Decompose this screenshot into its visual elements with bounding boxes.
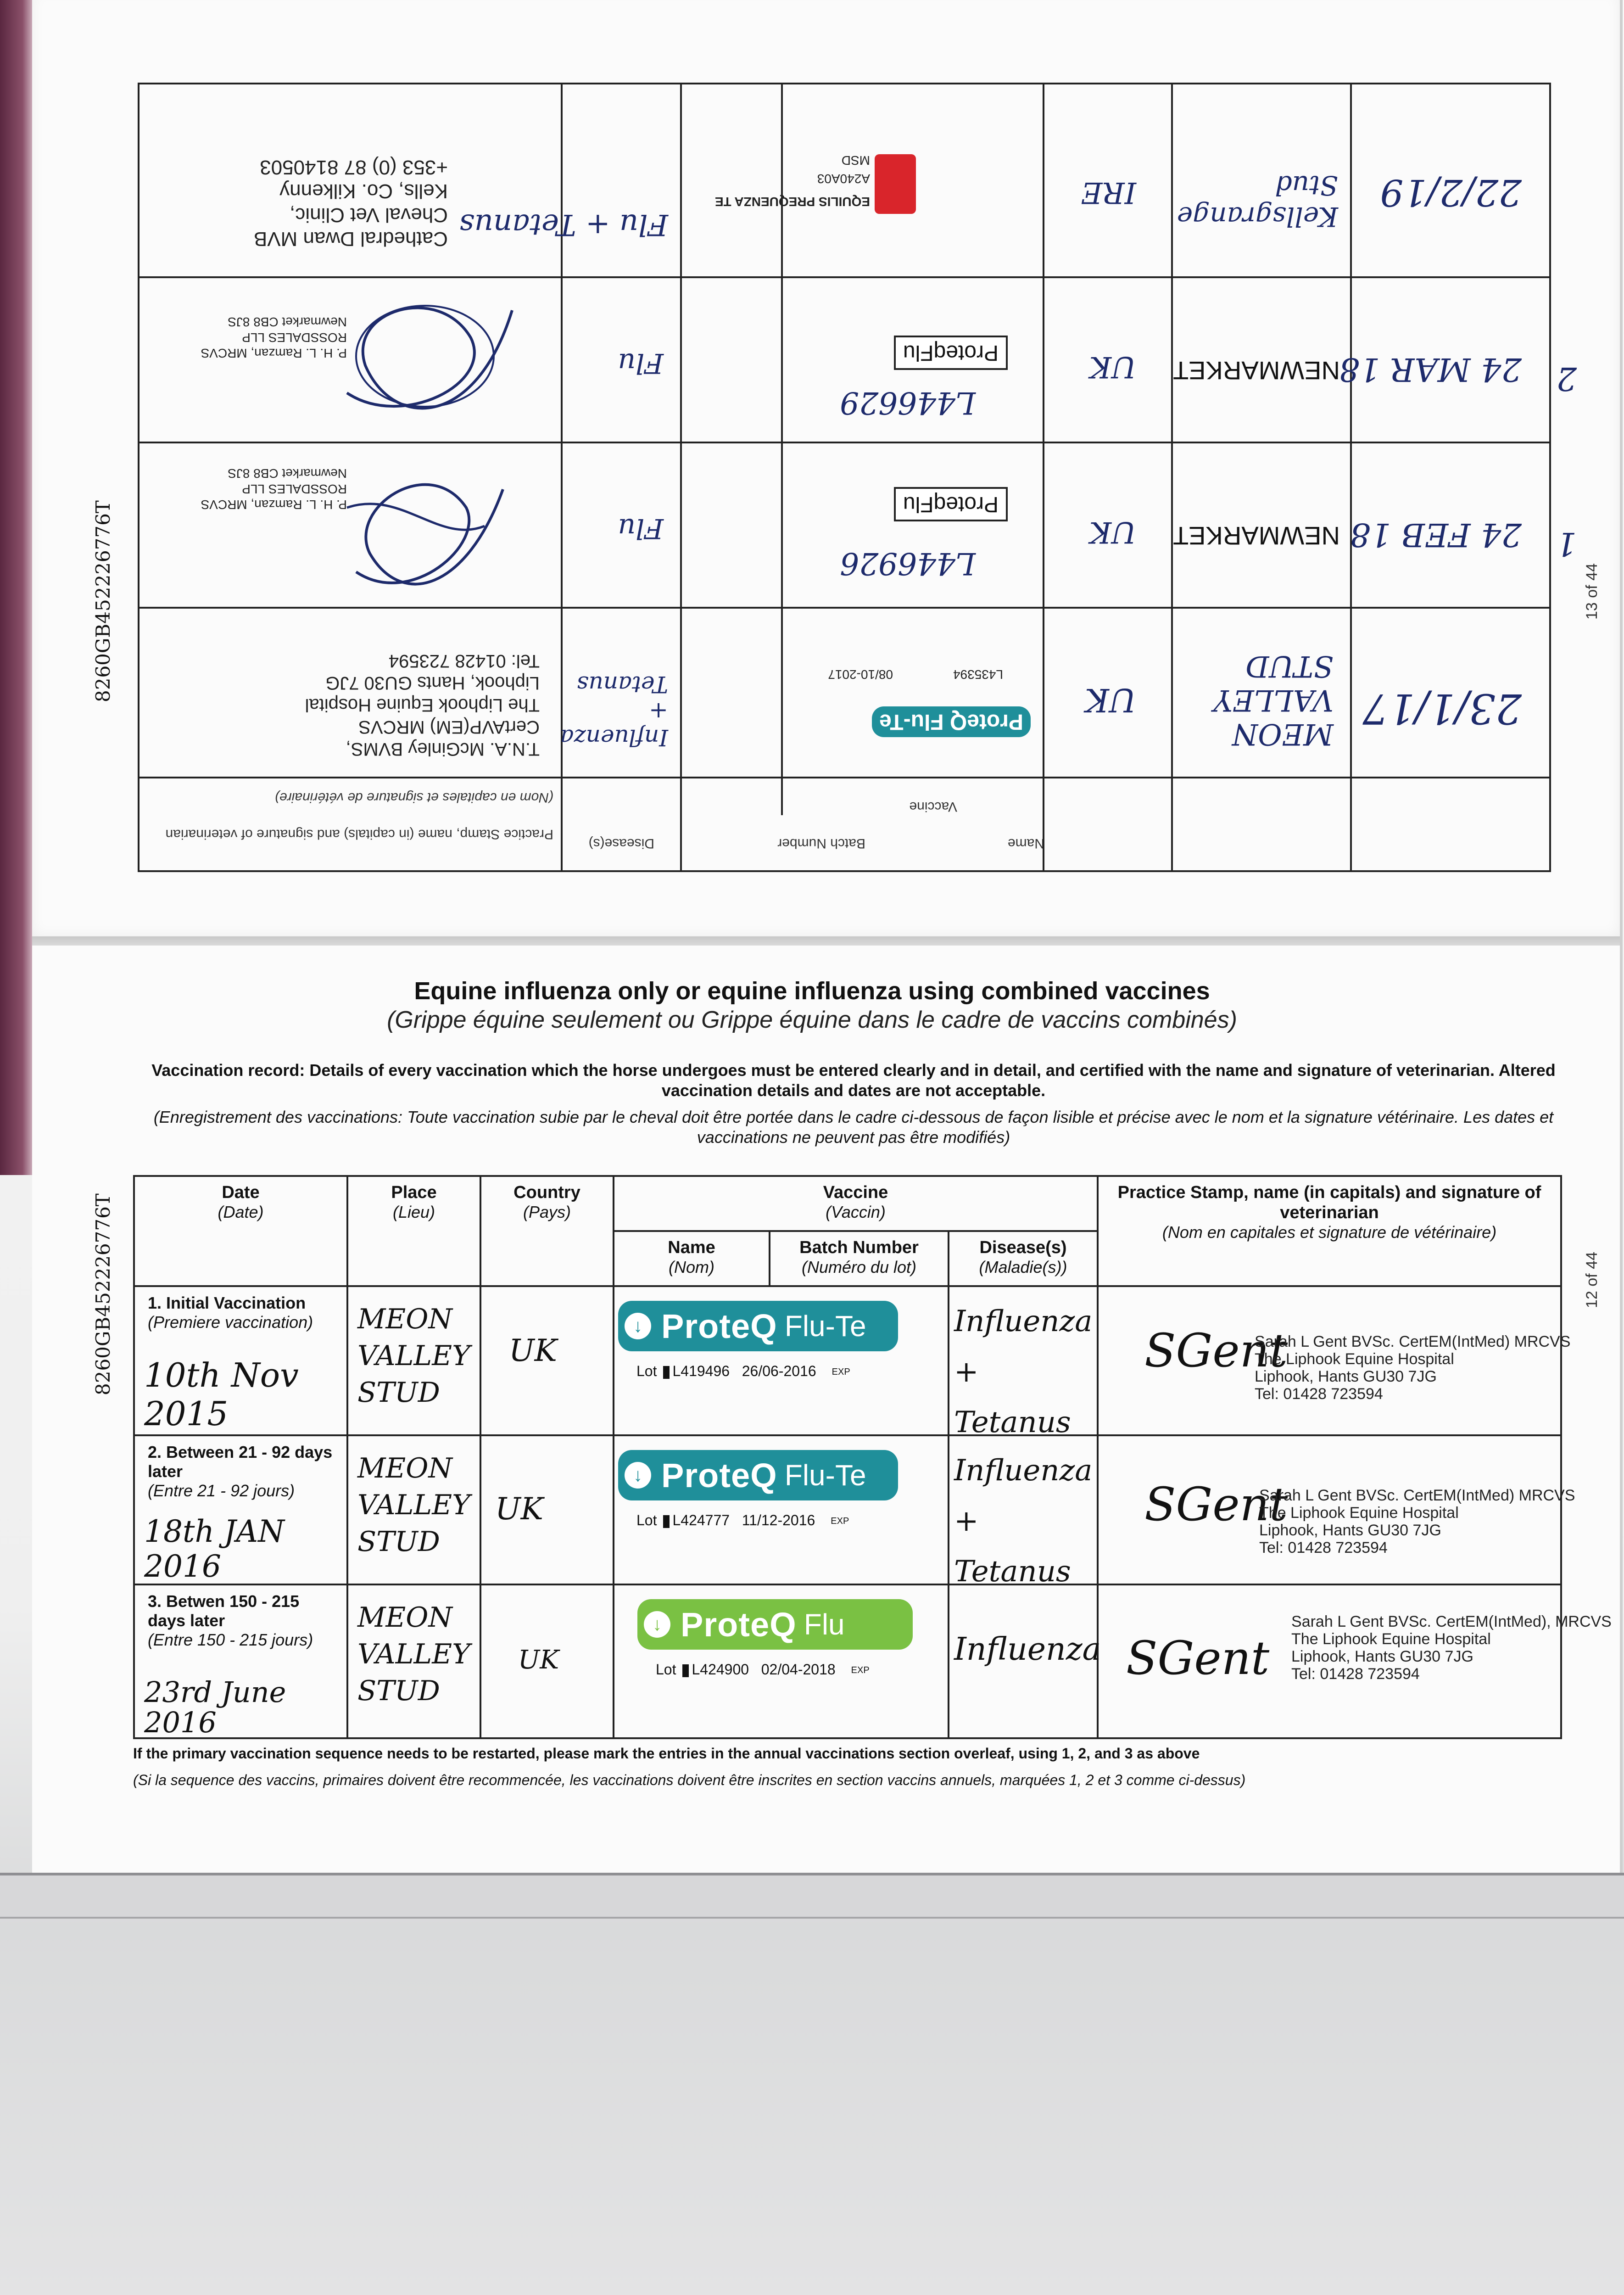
arrow-down-icon: ↓ (644, 1611, 670, 1638)
row1-brand: ProteQ (661, 1307, 777, 1345)
upper-row4-place: Kellsgrange Stud (1177, 170, 1338, 232)
row2-expiry: 11/12-2016 (742, 1512, 815, 1528)
row2-lot: L424777 (672, 1512, 730, 1528)
row2-country-cell (480, 1435, 614, 1584)
upper-row-4 (140, 81, 1549, 278)
upper-row4-date: 22/2/19 (1380, 171, 1522, 214)
upper-row2-batch: L446926 (840, 546, 976, 581)
header-date: Date (Date) (134, 1176, 347, 1286)
upper-table-header (140, 777, 1549, 870)
row3-label-cell (614, 1584, 949, 1738)
upper-row1-disease: Influenza + Tetanus (560, 671, 668, 751)
upper-row3-stamp: P. H. L. Ramzan, MRCVS ROSSDALES LLP Newmarket CB8 8JS (201, 315, 347, 360)
row2-country-handwritten: UK (495, 1491, 543, 1527)
upper-row4-stamp: Cathedral Dwan MVB Cheval Vet Clinic, Kells, Co. Kilkenny +353 (0) 87 8140503 (253, 156, 448, 250)
row2-date-cell: 2. Between 21 - 92 days later (Entre 21 - 92 jours) 18th JAN 2016 (134, 1435, 347, 1584)
upper-row2-stamp: P. H. L. Ramzan, MRCVS ROSSDALES LLP Newmarket CB8 8JS (201, 466, 347, 512)
upper-row1-expiry: 08/10-2017 (828, 667, 893, 682)
row2-place-handwritten: MEON VALLEY STUD (357, 1452, 470, 1558)
upper-row1-country: UK (1085, 681, 1136, 719)
row1-label-pill (618, 1301, 898, 1351)
row3-place-cell (347, 1584, 480, 1738)
header-disease: Disease(s) (Maladie(s)) (949, 1231, 1098, 1286)
upper-row2-disease: Flu (618, 512, 664, 544)
upper-row3-batch: L446629 (840, 385, 976, 420)
vaccination-row-2 (134, 1435, 1561, 1584)
row1-expiry: 26/06-2016 (742, 1363, 816, 1379)
upper-vaccination-table (138, 83, 1577, 872)
footnote-fr: (Si la sequence des vaccins, primaires doivent être recommencée, les vaccinations doivent être inscrites en section vaccins annuels, marquées 1, 2 et 3 comme ci-dessus) (133, 1772, 1246, 1788)
row2-vaccine-label (618, 1450, 898, 1556)
upper-row1-date: 23/1/17 (1362, 684, 1522, 733)
row1-disease-handwritten: Influenza + Tetanus (954, 1304, 1093, 1439)
row1-vet-stamp: Sarah L Gent BVSc. CertEM(IntMed) MRCVS The Liphook Equine Hospital Liphook, Hants GU30 7JG Tel: 01428 723594 (1255, 1333, 1571, 1403)
row2-label-pill (618, 1450, 898, 1500)
row1-place-cell (347, 1286, 480, 1435)
upper-row1-stamp: T.N.A. McGinley BVMS, CertAVP(EM) MRCVS The Liphook Equine Hospital Liphook, Hants GU30 7JG Tel: 01428 723594 (305, 651, 540, 759)
upper-row2-signature (329, 434, 521, 627)
vaccination-row-3 (134, 1584, 1561, 1738)
upper-header-caption-fr: (Nom en capitales et signature de vétérinaire) (275, 790, 553, 805)
row2-stamp-cell (1098, 1435, 1575, 1584)
upper-row3-label: ProteqFlu (894, 336, 1008, 370)
row2-disease-cell (949, 1435, 1098, 1589)
upper-row-1 (140, 607, 1549, 778)
row1-date-handwritten: 10th Nov 2015 (144, 1356, 299, 1433)
row2-label-cell (614, 1435, 949, 1584)
section-title: Equine influenza only or equine influenza using combined vaccines (414, 977, 1210, 1005)
row3-vaccine-label (637, 1599, 917, 1705)
row3-place-handwritten: MEON VALLEY STUD (357, 1601, 470, 1707)
upper-page-number: 13 of 44 (1583, 563, 1601, 620)
row3-brand: ProteQ (681, 1605, 797, 1644)
row2-signature: SGent (1144, 1478, 1288, 1531)
passport-back-cover (0, 1873, 1624, 1919)
row1-label-cell (614, 1286, 949, 1435)
row3-label-pill (637, 1599, 913, 1650)
header-batch: Batch Number (Numéro du lot) (770, 1231, 949, 1286)
row1-stamp-cell (1098, 1286, 1571, 1435)
intro-text: Vaccination record: Details of every vaccination which the horse undergoes must be entered clearly and in detail, and certified with the name and signature of veterinarian. Altered vaccination details and dates are not acceptable. (151, 1061, 1556, 1100)
upper-header-vaccine: Vaccine (909, 799, 957, 814)
upper-row4-batch: A240A03 (817, 172, 870, 186)
upper-row2-label: ProteqFlu (894, 487, 1008, 521)
row1-lot: L419496 (672, 1363, 730, 1379)
lower-page-number: 12 of 44 (1583, 1252, 1601, 1308)
row3-lot: L424900 (692, 1661, 749, 1678)
upper-row3-marker: 2 (1556, 360, 1577, 397)
upper-row4-maker: MSD (841, 153, 870, 168)
header-place: Place (Lieu) (347, 1176, 480, 1286)
row1-signature: SGent (1144, 1324, 1288, 1377)
arrow-down-icon: ↓ (625, 1462, 651, 1489)
row1-product: Flu-Te (784, 1310, 866, 1343)
upper-table-frame (138, 83, 1577, 872)
row1-place-handwritten: MEON VALLEY STUD (357, 1303, 470, 1409)
upper-row4-label: EQUILIS PREQUENZA TE (714, 195, 870, 209)
upper-row4-logo (875, 154, 916, 214)
row1-vaccine-label (618, 1301, 898, 1406)
upper-row-3 (140, 276, 1577, 443)
header-vaccine: Vaccine (Vaccin) (614, 1176, 1098, 1231)
header-country: Country (Pays) (480, 1176, 614, 1286)
upper-row3-country: UK (1089, 350, 1136, 384)
row2-date-handwritten: 18th JAN 2016 (144, 1514, 285, 1584)
row1-lot-line: Lot L419496 26/06-2016 EXP (636, 1363, 850, 1379)
row1-date-cell: 1. Initial Vaccination (Premiere vaccination) 10th Nov 2015 (134, 1286, 347, 1435)
vaccination-row-1 (134, 1286, 1561, 1435)
intro-text-fr: (Enregistrement des vaccinations: Toute vaccination subie par le cheval doit être portée dans le cadre ci-dessous de façon lisible et précise avec le nom et la signature vétérinaire. Les dates et vaccinations ne peuvent pas être modifiés) (153, 1108, 1554, 1147)
upper-header-batch: Batch Number (777, 836, 865, 851)
section-title-fr: (Grippe équine seulement ou Grippe équine dans le cadre de vaccins combinés) (387, 1007, 1237, 1033)
row2-place-cell (347, 1435, 480, 1584)
row3-product: Flu (804, 1608, 845, 1641)
row2-disease-handwritten: Influenza + Tetanus (954, 1454, 1093, 1589)
upper-row1-label: ProteQ Flu-Te (872, 706, 1031, 737)
row3-signature: SGent (1126, 1631, 1270, 1685)
upper-row3-signature (329, 264, 540, 457)
row3-country-handwritten: UK (518, 1645, 559, 1675)
upper-row3-disease: Flu (618, 347, 664, 379)
upper-row4-disease: Flu + Tetanus (459, 207, 668, 241)
header-name: Name (Nom) (614, 1231, 770, 1286)
row1-country-cell (480, 1286, 614, 1435)
upper-header-caption: Practice Stamp, name (in capitals) and signature of veterinarian (165, 827, 553, 842)
upper-row-2 (140, 442, 1577, 609)
upper-header-disease: Disease(s) (588, 836, 654, 851)
upper-row2-country: UK (1089, 515, 1136, 549)
upper-row3-place: NEWMARKET (1173, 356, 1340, 385)
row3-date-handwritten: 23rd June 2016 (144, 1675, 286, 1739)
row3-expiry: 02/04-2018 (761, 1661, 836, 1678)
upper-row1-lot: L435394 (953, 667, 1003, 682)
row2-vet-stamp: Sarah L Gent BVSc. CertEM(IntMed) MRCVS The Liphook Equine Hospital Liphook, Hants GU30 7JG Tel: 01428 723594 (1259, 1487, 1575, 1556)
row2-lot-line: Lot L424777 11/12-2016 EXP (636, 1512, 849, 1528)
upper-row2-place: NEWMARKET (1173, 521, 1340, 550)
row3-date-cell: 3. Betwen 150 - 215 days later (Entre 150 - 215 jours) 23rd June 2016 (134, 1584, 347, 1738)
footnote: If the primary vaccination sequence needs to be restarted, please mark the entries in the annual vaccinations section overleaf, using 1, 2, and 3 as above (133, 1745, 1200, 1762)
upper-row2-date: 24 FEB 18 (1350, 516, 1522, 554)
lower-side-id: 8260GB452226776T (92, 1193, 114, 1395)
row3-disease-handwritten: Influenza (954, 1631, 1101, 1668)
row3-vet-stamp: Sarah L Gent BVSc. CertEM(IntMed), MRCVS The Liphook Equine Hospital Liphook, Hants GU30 7JG Tel: 01428 723594 (1291, 1613, 1612, 1683)
upper-row4-country: IRE (1081, 175, 1136, 209)
row3-lot-line: Lot L424900 02/04-2018 EXP (656, 1661, 870, 1678)
upper-row2-marker: 1 (1556, 525, 1577, 563)
row3-stamp-cell (1098, 1584, 1612, 1738)
row1-country-handwritten: UK (509, 1333, 557, 1368)
upper-row1-place: MEON VALLEY STUD (1213, 649, 1334, 751)
row2-brand: ProteQ (661, 1456, 777, 1495)
header-stamp: Practice Stamp, name (in capitals) and signature of veterinarian (Nom en capitales et signature de vétérinaire) (1098, 1176, 1561, 1286)
arrow-down-icon: ↓ (625, 1313, 651, 1339)
upper-side-id: 8260GB452226776T (92, 500, 114, 702)
upper-row3-date: 24 MAR 18 (1339, 351, 1522, 388)
row3-disease-cell (949, 1584, 1101, 1738)
upper-header-name: Name (1007, 836, 1044, 851)
row2-product: Flu-Te (784, 1459, 866, 1492)
row1-disease-cell (949, 1286, 1098, 1439)
row3-country-cell (480, 1584, 614, 1738)
